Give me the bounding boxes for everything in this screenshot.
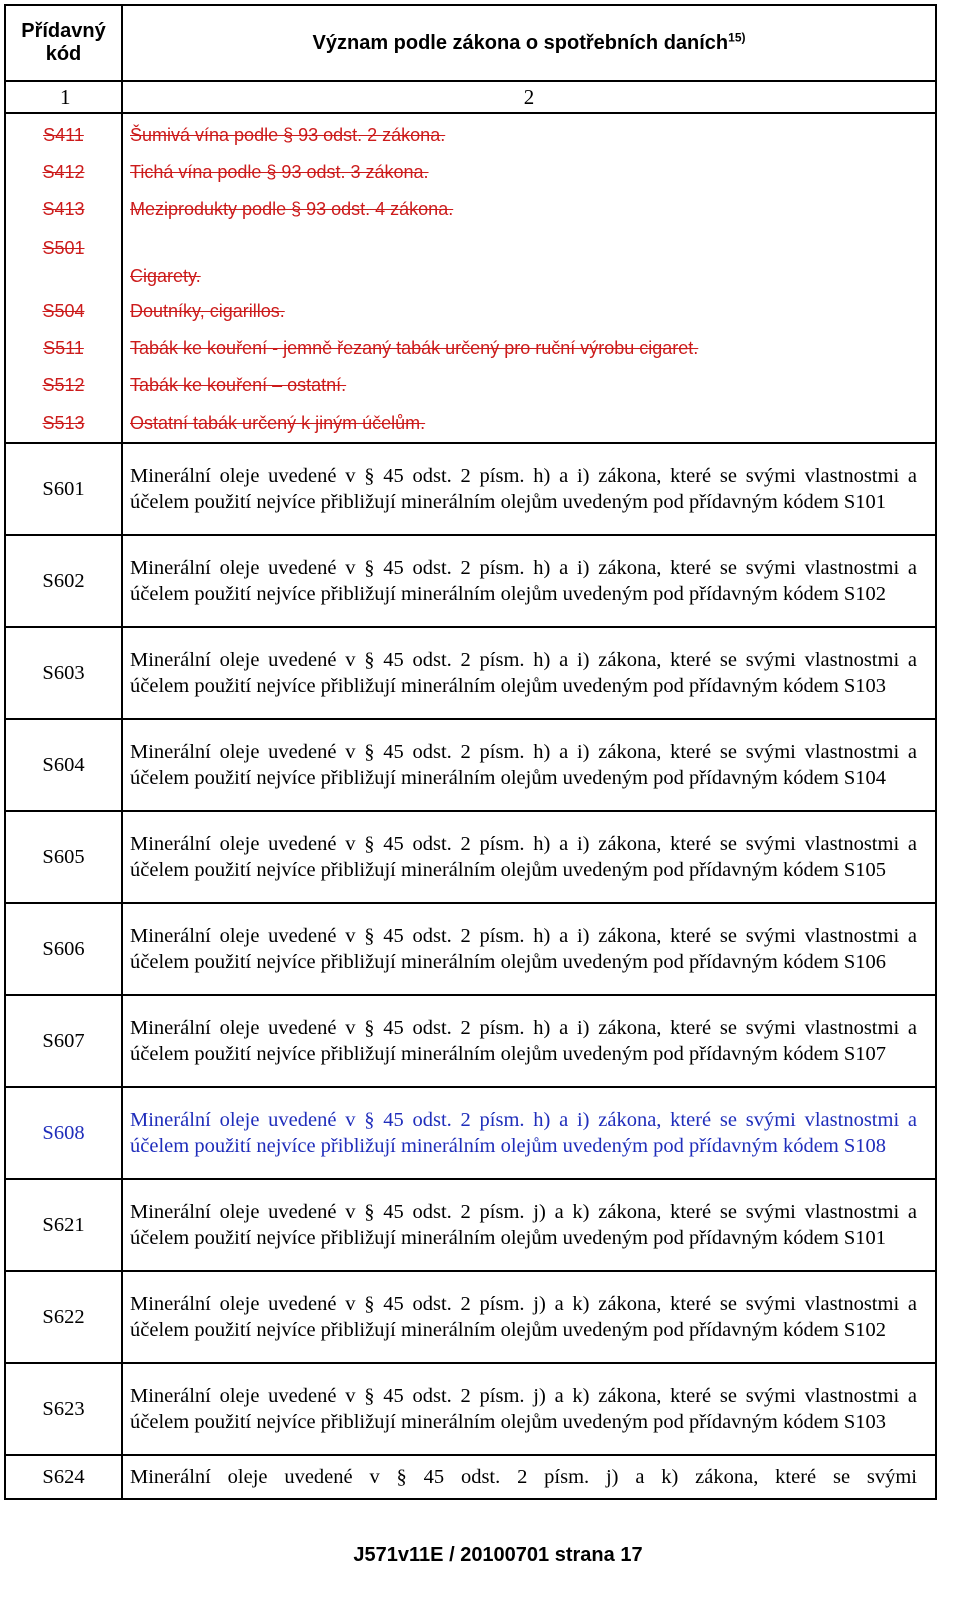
row-code: S603	[5, 627, 122, 719]
row-code: S601	[5, 443, 122, 535]
struck-code: S512	[5, 367, 122, 404]
table-header-row	[5, 5, 936, 81]
struck-text: Cigarety.	[122, 228, 936, 293]
column-number-2: 2	[122, 81, 936, 113]
struck-row	[5, 113, 936, 154]
struck-row	[5, 330, 936, 367]
struck-code: S513	[5, 404, 122, 443]
row-code: S606	[5, 903, 122, 995]
row-text: Minerální oleje uvedené v § 45 odst. 2 písm. h) a i) zákona, které se svými vlastnostmi a účelem použití nejvíce přibližují minerálním olejům uvedeným pod přídavným kódem S105	[122, 811, 936, 903]
footnote-ref: 15)	[728, 29, 746, 44]
table-row	[5, 443, 936, 535]
table-row	[5, 995, 936, 1087]
column-number-1: 1	[5, 81, 122, 113]
row-text: Minerální oleje uvedené v § 45 odst. 2 písm. j) a k) zákona, které se svými	[122, 1455, 936, 1499]
header-meaning-text: Význam podle zákona o spotřebních daních	[312, 31, 729, 54]
row-text: Minerální oleje uvedené v § 45 odst. 2 písm. j) a k) zákona, které se svými vlastnostmi a účelem použití nejvíce přibližují minerálním olejům uvedeným pod přídavným kódem S102	[122, 1271, 936, 1363]
row-code: S608	[5, 1087, 122, 1179]
column-number-row	[5, 81, 936, 113]
row-code: S602	[5, 535, 122, 627]
row-text: Minerální oleje uvedené v § 45 odst. 2 písm. h) a i) zákona, které se svými vlastnostmi a účelem použití nejvíce přibližují minerálním olejům uvedeným pod přídavným kódem S104	[122, 719, 936, 811]
table-row	[5, 1363, 936, 1455]
struck-row	[5, 293, 936, 330]
row-code: S604	[5, 719, 122, 811]
row-code: S624	[5, 1455, 122, 1499]
struck-code: S504	[5, 293, 122, 330]
table-row	[5, 719, 936, 811]
struck-code: S413	[5, 191, 122, 228]
header-code-line1: Přídavný	[21, 20, 106, 42]
struck-row	[5, 404, 936, 443]
struck-text: Šumivá vína podle § 93 odst. 2 zákona.	[122, 113, 936, 154]
struck-code: S501	[5, 228, 122, 293]
struck-text: Tabák ke kouření – ostatní.	[122, 367, 936, 404]
row-text: Minerální oleje uvedené v § 45 odst. 2 písm. h) a i) zákona, které se svými vlastnostmi a účelem použití nejvíce přibližují minerálním olejům uvedeným pod přídavným kódem S102	[122, 535, 936, 627]
page-footer	[0, 1544, 960, 1567]
row-text: Minerální oleje uvedené v § 45 odst. 2 písm. h) a i) zákona, které se svými vlastnostmi a účelem použití nejvíce přibližují minerálním olejům uvedeným pod přídavným kódem S107	[122, 995, 936, 1087]
struck-text: Tichá vína podle § 93 odst. 3 zákona.	[122, 154, 936, 191]
header-code-column	[5, 5, 122, 81]
struck-row	[5, 191, 936, 228]
struck-text: Meziprodukty podle § 93 odst. 4 zákona.	[122, 191, 936, 228]
struck-text: Doutníky, cigarillos.	[122, 293, 936, 330]
row-text: Minerální oleje uvedené v § 45 odst. 2 písm. h) a i) zákona, které se svými vlastnostmi a účelem použití nejvíce přibližují minerálním olejům uvedeným pod přídavným kódem S101	[122, 443, 936, 535]
row-code: S622	[5, 1271, 122, 1363]
row-text: Minerální oleje uvedené v § 45 odst. 2 písm. j) a k) zákona, které se svými vlastnostmi a účelem použití nejvíce přibližují minerálním olejům uvedeným pod přídavným kódem S101	[122, 1179, 936, 1271]
row-text: Minerální oleje uvedené v § 45 odst. 2 písm. h) a i) zákona, které se svými vlastnostmi a účelem použití nejvíce přibližují minerálním olejům uvedeným pod přídavným kódem S108	[122, 1087, 936, 1179]
struck-row	[5, 228, 936, 293]
table-row	[5, 1179, 936, 1271]
footer-text: J571v11E / 20100701 strana 17	[353, 1544, 643, 1566]
row-code: S623	[5, 1363, 122, 1455]
codes-table	[4, 4, 937, 1500]
row-code: S607	[5, 995, 122, 1087]
table-row	[5, 1455, 936, 1499]
row-code: S621	[5, 1179, 122, 1271]
struck-text: Ostatní tabák určený k jiným účelům.	[122, 404, 936, 443]
table-row	[5, 811, 936, 903]
table-row	[5, 627, 936, 719]
table-row	[5, 903, 936, 995]
struck-code: S412	[5, 154, 122, 191]
table-row	[5, 1271, 936, 1363]
row-text: Minerální oleje uvedené v § 45 odst. 2 písm. h) a i) zákona, které se svými vlastnostmi a účelem použití nejvíce přibližují minerálním olejům uvedeným pod přídavným kódem S103	[122, 627, 936, 719]
struck-text: Tabák ke kouření - jemně řezaný tabák určený pro ruční výrobu cigaret.	[122, 330, 936, 367]
struck-row	[5, 154, 936, 191]
row-text: Minerální oleje uvedené v § 45 odst. 2 písm. h) a i) zákona, které se svými vlastnostmi a účelem použití nejvíce přibližují minerálním olejům uvedeným pod přídavným kódem S106	[122, 903, 936, 995]
inserted-table-row	[5, 1087, 936, 1179]
row-text: Minerální oleje uvedené v § 45 odst. 2 písm. j) a k) zákona, které se svými vlastnostmi a účelem použití nejvíce přibližují minerálním olejům uvedeným pod přídavným kódem S103	[122, 1363, 936, 1455]
row-code: S605	[5, 811, 122, 903]
header-code-line2: kód	[45, 43, 82, 65]
struck-row	[5, 367, 936, 404]
struck-code: S511	[5, 330, 122, 367]
table-row	[5, 535, 936, 627]
header-meaning-column	[122, 5, 936, 81]
struck-code: S411	[5, 113, 122, 154]
